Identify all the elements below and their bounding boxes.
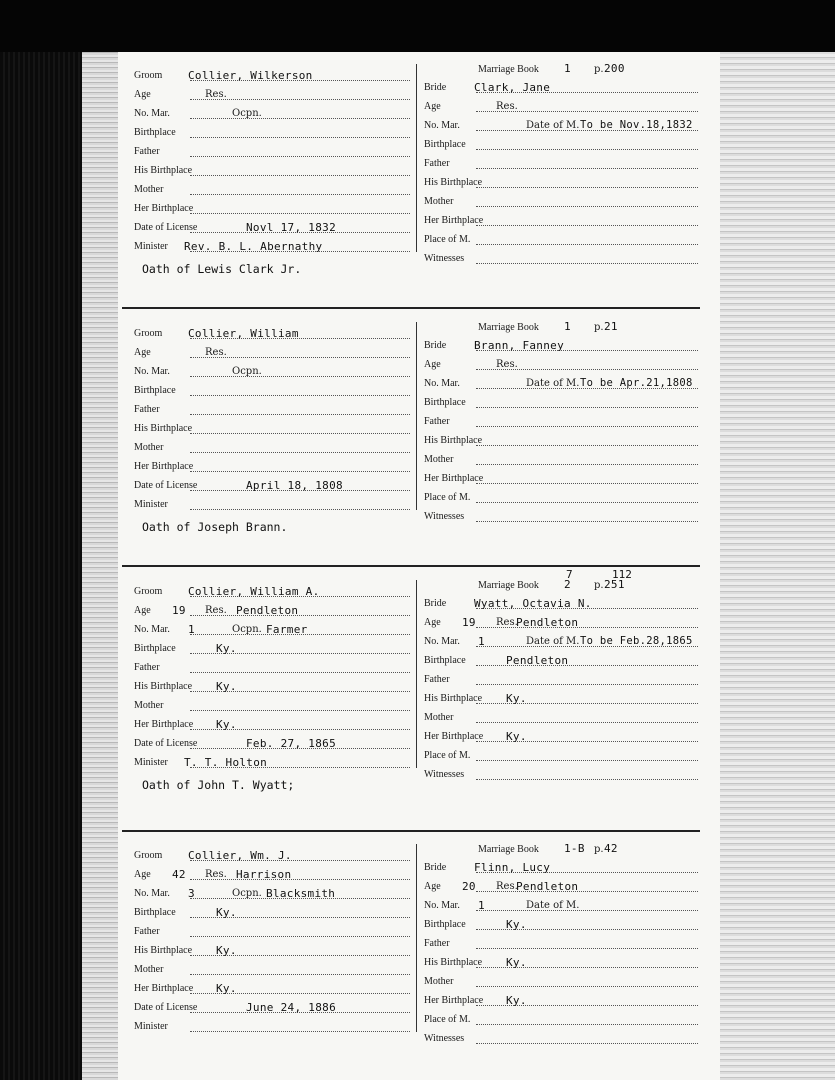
marriage-book-header bbox=[478, 322, 539, 334]
record-separator bbox=[122, 565, 700, 567]
page-number: 200 bbox=[604, 62, 625, 75]
field-label: Age bbox=[424, 881, 441, 892]
field-label: Father bbox=[134, 662, 160, 673]
field-label: Witnesses bbox=[424, 769, 465, 780]
field-value: Collier, Wm. J. bbox=[188, 849, 292, 862]
field-value: Collier, William bbox=[188, 327, 299, 340]
field-label: Date of M. bbox=[526, 378, 580, 389]
field-value: To be Feb.28,1865 bbox=[580, 635, 693, 647]
field-label: Birthplace bbox=[134, 643, 176, 654]
field-label: Date of M. bbox=[526, 120, 580, 131]
column-divider bbox=[416, 64, 417, 252]
field-label: Father bbox=[424, 416, 450, 427]
dotted-leader bbox=[190, 710, 410, 711]
dotted-leader bbox=[190, 471, 410, 472]
field-label: Date of License bbox=[134, 480, 198, 491]
bride-row-bride bbox=[424, 598, 446, 610]
field-label: Date of License bbox=[134, 738, 198, 749]
dotted-leader bbox=[190, 433, 410, 434]
field-label: Place of M. bbox=[424, 234, 471, 245]
scan-right-edge bbox=[720, 52, 835, 1080]
field-label: Her Birthplace bbox=[134, 983, 194, 994]
bride-row-mother bbox=[424, 454, 453, 466]
groom-row-birthplace bbox=[134, 643, 176, 655]
dotted-leader bbox=[476, 426, 698, 427]
field-label: Mother bbox=[134, 184, 164, 195]
bride-row-his-birthplace bbox=[424, 957, 482, 969]
groom-row-father bbox=[134, 926, 160, 938]
bride-row-her-birthplace bbox=[424, 995, 483, 1007]
field-label: Birthplace bbox=[424, 919, 466, 930]
bride-row-age bbox=[424, 881, 441, 893]
field-value: Ky. bbox=[506, 730, 527, 743]
field-label: Res. bbox=[496, 359, 518, 370]
field-label: Place of M. bbox=[424, 750, 471, 761]
field-label: Age bbox=[424, 101, 441, 112]
groom-row-minister bbox=[134, 757, 168, 769]
groom-row-date-of-license bbox=[134, 222, 197, 234]
dotted-leader bbox=[476, 1043, 698, 1044]
bride-row-no-mar bbox=[424, 120, 460, 132]
bride-row-father bbox=[424, 938, 450, 950]
record-separator bbox=[122, 830, 700, 832]
record-separator bbox=[122, 307, 700, 309]
groom-row-her-birthplace bbox=[134, 719, 193, 731]
groom-row-birthplace bbox=[134, 385, 176, 397]
dotted-leader bbox=[476, 206, 698, 207]
field-label: Her Birthplace bbox=[424, 731, 484, 742]
page-number: 42 bbox=[604, 842, 618, 855]
marriage-book-label: Marriage Book bbox=[478, 580, 539, 591]
scan-left-edge bbox=[82, 52, 118, 1080]
field-label: Groom bbox=[134, 586, 163, 597]
column-divider bbox=[416, 580, 417, 768]
field-value: Pendleton bbox=[236, 604, 299, 617]
dotted-leader bbox=[476, 779, 698, 780]
field-label: Minister bbox=[134, 1021, 168, 1032]
field-label: Mother bbox=[134, 442, 164, 453]
dotted-leader bbox=[190, 395, 410, 396]
groom-row-date-of-license bbox=[134, 738, 197, 750]
field-label: Father bbox=[134, 926, 160, 937]
marriage-book-number: 1 bbox=[564, 62, 571, 75]
groom-row-no-mar bbox=[134, 108, 170, 120]
field-value: Farmer bbox=[266, 623, 308, 636]
field-label: Ocpn. bbox=[232, 624, 262, 635]
field-label: Birthplace bbox=[424, 139, 466, 150]
marriage-book-label: Marriage Book bbox=[478, 844, 539, 855]
oath-note: Oath of Lewis Clark Jr. bbox=[142, 262, 302, 276]
groom-row-minister bbox=[134, 241, 168, 253]
marriage-book-number: 1-B bbox=[564, 842, 585, 855]
field-label: His Birthplace bbox=[424, 177, 483, 188]
page-label: p. bbox=[594, 844, 604, 855]
dotted-leader bbox=[190, 936, 410, 937]
field-label: Groom bbox=[134, 70, 163, 81]
field-label: Mother bbox=[424, 196, 454, 207]
field-label: Witnesses bbox=[424, 253, 465, 264]
field-label: No. Mar. bbox=[424, 378, 460, 389]
bride-row-no-mar bbox=[424, 378, 460, 390]
dotted-leader bbox=[190, 974, 410, 975]
bride-row-birthplace bbox=[424, 919, 466, 931]
field-label: Res. bbox=[496, 617, 518, 628]
field-label: Mother bbox=[424, 454, 454, 465]
oath-note: Oath of Joseph Brann. bbox=[142, 520, 288, 534]
field-label: Birthplace bbox=[134, 385, 176, 396]
field-label: No. Mar. bbox=[424, 900, 460, 911]
field-value: 1 bbox=[478, 635, 485, 648]
groom-row-date-of-license bbox=[134, 1002, 197, 1014]
dotted-leader bbox=[476, 760, 698, 761]
field-value: Ky. bbox=[506, 692, 527, 705]
book-prefix: 7 bbox=[566, 568, 573, 581]
dotted-leader bbox=[476, 244, 698, 245]
field-label: Res. bbox=[205, 347, 227, 358]
bride-row-bride bbox=[424, 862, 446, 874]
groom-row-groom bbox=[134, 586, 162, 598]
field-label: Her Birthplace bbox=[134, 719, 194, 730]
field-value: Rev. B. L. Abernathy bbox=[184, 240, 323, 253]
dotted-leader bbox=[476, 502, 698, 503]
dotted-leader bbox=[476, 187, 698, 188]
groom-row-father bbox=[134, 662, 160, 674]
field-label: Ocpn. bbox=[232, 108, 262, 119]
dotted-leader bbox=[476, 722, 698, 723]
bride-row-witnesses bbox=[424, 253, 464, 265]
groom-row-his-birthplace bbox=[134, 681, 192, 693]
field-label: His Birthplace bbox=[134, 165, 193, 176]
groom-row-father bbox=[134, 146, 160, 158]
bride-row-witnesses bbox=[424, 511, 464, 523]
field-label: Birthplace bbox=[424, 655, 466, 666]
bride-row-no-mar bbox=[424, 636, 460, 648]
field-label: His Birthplace bbox=[424, 435, 483, 446]
bride-row-mother bbox=[424, 196, 453, 208]
marriage-book-header bbox=[478, 844, 539, 856]
bride-row-place-of-m bbox=[424, 234, 470, 246]
field-label: Minister bbox=[134, 499, 168, 510]
field-label: Bride bbox=[424, 340, 447, 351]
groom-row-his-birthplace bbox=[134, 945, 192, 957]
field-label: Date of License bbox=[134, 222, 198, 233]
field-label: Mother bbox=[424, 976, 454, 987]
field-label: No. Mar. bbox=[424, 120, 460, 131]
field-label: Age bbox=[134, 869, 151, 880]
groom-row-her-birthplace bbox=[134, 203, 193, 215]
dotted-leader bbox=[476, 986, 698, 987]
field-value: Flinn, Lucy bbox=[474, 861, 551, 874]
bride-row-age bbox=[424, 359, 441, 371]
dotted-leader bbox=[476, 910, 698, 911]
field-value: Ky. bbox=[216, 680, 237, 693]
field-label: Age bbox=[424, 617, 441, 628]
field-label: Date of M. bbox=[526, 900, 580, 911]
bride-row-age bbox=[424, 101, 441, 113]
groom-row-her-birthplace bbox=[134, 983, 193, 995]
groom-row-minister bbox=[134, 499, 168, 511]
dotted-leader bbox=[190, 414, 410, 415]
field-label: Age bbox=[134, 347, 151, 358]
bride-row-bride bbox=[424, 340, 446, 352]
field-label: No. Mar. bbox=[134, 108, 170, 119]
groom-row-date-of-license bbox=[134, 480, 197, 492]
field-value: Pendleton bbox=[506, 654, 569, 667]
dotted-leader bbox=[190, 452, 410, 453]
bride-row-his-birthplace bbox=[424, 177, 482, 189]
dotted-leader bbox=[476, 684, 698, 685]
field-value: Feb. 27, 1865 bbox=[246, 737, 336, 750]
bride-row-birthplace bbox=[424, 655, 466, 667]
dotted-leader bbox=[476, 168, 698, 169]
page-label: p. bbox=[594, 580, 604, 591]
groom-row-father bbox=[134, 404, 160, 416]
groom-row-mother bbox=[134, 964, 163, 976]
field-label: Place of M. bbox=[424, 1014, 471, 1025]
field-value: To be Apr.21,1808 bbox=[580, 377, 693, 389]
field-label: Res. bbox=[496, 101, 518, 112]
field-label: Groom bbox=[134, 328, 163, 339]
field-label: Ocpn. bbox=[232, 366, 262, 377]
field-label: Father bbox=[424, 938, 450, 949]
bride-row-witnesses bbox=[424, 1033, 464, 1045]
scan-left-border bbox=[0, 52, 82, 1080]
field-value: Collier, William A. bbox=[188, 585, 320, 598]
column-divider bbox=[416, 844, 417, 1032]
groom-row-age bbox=[134, 869, 151, 881]
bride-row-age bbox=[424, 617, 441, 629]
field-label: Witnesses bbox=[424, 511, 465, 522]
bride-row-place-of-m bbox=[424, 750, 470, 762]
dotted-leader bbox=[476, 483, 698, 484]
field-value: 19 bbox=[172, 604, 186, 617]
bride-row-birthplace bbox=[424, 139, 466, 151]
groom-row-mother bbox=[134, 442, 163, 454]
dotted-leader bbox=[476, 263, 698, 264]
field-label: Res. bbox=[205, 605, 227, 616]
field-label: Witnesses bbox=[424, 1033, 465, 1044]
groom-row-no-mar bbox=[134, 888, 170, 900]
bride-row-father bbox=[424, 674, 450, 686]
dotted-leader bbox=[190, 509, 410, 510]
bride-row-witnesses bbox=[424, 769, 464, 781]
field-label: Minister bbox=[134, 241, 168, 252]
field-value: 20 bbox=[462, 880, 476, 893]
field-label: No. Mar. bbox=[424, 636, 460, 647]
field-label: Bride bbox=[424, 598, 447, 609]
field-label: Res. bbox=[205, 869, 227, 880]
field-label: Age bbox=[134, 89, 151, 100]
bride-row-birthplace bbox=[424, 397, 466, 409]
bride-row-his-birthplace bbox=[424, 435, 482, 447]
marriage-book-header bbox=[478, 580, 539, 592]
dotted-leader bbox=[190, 1031, 410, 1032]
groom-row-minister bbox=[134, 1021, 168, 1033]
groom-row-his-birthplace bbox=[134, 423, 192, 435]
field-label: Father bbox=[134, 146, 160, 157]
field-label: Her Birthplace bbox=[424, 995, 484, 1006]
bride-row-bride bbox=[424, 82, 446, 94]
dotted-leader bbox=[190, 156, 410, 157]
field-value: Pendleton bbox=[516, 880, 579, 893]
marriage-book-header bbox=[478, 64, 539, 76]
field-value: Ky. bbox=[506, 956, 527, 969]
bride-row-no-mar bbox=[424, 900, 460, 912]
groom-row-birthplace bbox=[134, 127, 176, 139]
field-label: Mother bbox=[134, 700, 164, 711]
field-value: Ky. bbox=[216, 982, 237, 995]
field-label: Ocpn. bbox=[232, 888, 262, 899]
marriage-book-number: 2 bbox=[564, 578, 571, 591]
field-label: Birthplace bbox=[134, 127, 176, 138]
field-label: No. Mar. bbox=[134, 366, 170, 377]
field-value: Ky. bbox=[216, 944, 237, 957]
dotted-leader bbox=[190, 137, 410, 138]
page-number: 251 bbox=[604, 578, 625, 591]
field-value: Clark, Jane bbox=[474, 81, 551, 94]
groom-row-groom bbox=[134, 328, 162, 340]
field-label: No. Mar. bbox=[134, 888, 170, 899]
field-value: 1 bbox=[478, 899, 485, 912]
field-value: Wyatt, Octavia N. bbox=[474, 597, 592, 610]
groom-row-groom bbox=[134, 850, 162, 862]
field-label: His Birthplace bbox=[134, 423, 193, 434]
field-label: Res. bbox=[205, 89, 227, 100]
field-value: 42 bbox=[172, 868, 186, 881]
bride-row-father bbox=[424, 158, 450, 170]
field-label: Place of M. bbox=[424, 492, 471, 503]
bride-row-place-of-m bbox=[424, 492, 470, 504]
field-label: His Birthplace bbox=[424, 693, 483, 704]
field-value: T. T. Holton bbox=[184, 756, 268, 769]
field-label: Father bbox=[134, 404, 160, 415]
field-value: Ky. bbox=[506, 994, 527, 1007]
groom-row-birthplace bbox=[134, 907, 176, 919]
bride-row-her-birthplace bbox=[424, 473, 483, 485]
book-page-prefix: 112 bbox=[612, 568, 632, 581]
field-value: Brann, Fanney bbox=[474, 339, 564, 352]
field-label: Father bbox=[424, 158, 450, 169]
field-label: His Birthplace bbox=[424, 957, 483, 968]
field-label: Age bbox=[134, 605, 151, 616]
field-value: April 18, 1808 bbox=[246, 479, 343, 492]
field-label: Her Birthplace bbox=[424, 215, 484, 226]
field-value: Ky. bbox=[506, 918, 527, 931]
field-label: Res. bbox=[496, 881, 518, 892]
page-label: p. bbox=[594, 322, 604, 333]
dotted-leader bbox=[476, 149, 698, 150]
field-value: To be Nov.18,1832 bbox=[580, 119, 693, 131]
dotted-leader bbox=[190, 194, 410, 195]
field-value: Harrison bbox=[236, 868, 292, 881]
bride-row-father bbox=[424, 416, 450, 428]
field-value: June 24, 1886 bbox=[246, 1001, 336, 1014]
field-label: No. Mar. bbox=[134, 624, 170, 635]
dotted-leader bbox=[476, 445, 698, 446]
field-label: Date of License bbox=[134, 1002, 198, 1013]
field-value: 19 bbox=[462, 616, 476, 629]
page-label: p. bbox=[594, 64, 604, 75]
dotted-leader bbox=[476, 407, 698, 408]
bride-row-mother bbox=[424, 712, 453, 724]
groom-row-mother bbox=[134, 700, 163, 712]
groom-row-her-birthplace bbox=[134, 461, 193, 473]
marriage-book-number: 1 bbox=[564, 320, 571, 333]
field-label: Groom bbox=[134, 850, 163, 861]
oath-note: Oath of John T. Wyatt; bbox=[142, 778, 295, 792]
field-label: Minister bbox=[134, 757, 168, 768]
dotted-leader bbox=[190, 213, 410, 214]
groom-row-his-birthplace bbox=[134, 165, 192, 177]
scan-top-border bbox=[0, 0, 835, 52]
field-value: Ky. bbox=[216, 906, 237, 919]
field-value: Novl 17, 1832 bbox=[246, 221, 336, 234]
field-value: 3 bbox=[188, 887, 195, 900]
dotted-leader bbox=[476, 1024, 698, 1025]
field-label: Her Birthplace bbox=[134, 461, 194, 472]
field-label: Father bbox=[424, 674, 450, 685]
dotted-leader bbox=[190, 118, 410, 119]
groom-row-no-mar bbox=[134, 624, 170, 636]
bride-row-place-of-m bbox=[424, 1014, 470, 1026]
column-divider bbox=[416, 322, 417, 510]
groom-row-age bbox=[134, 89, 151, 101]
field-label: His Birthplace bbox=[134, 681, 193, 692]
bride-row-her-birthplace bbox=[424, 215, 483, 227]
field-value: Ky. bbox=[216, 642, 237, 655]
field-value: Pendleton bbox=[516, 616, 579, 629]
groom-row-groom bbox=[134, 70, 162, 82]
field-value: Collier, Wilkerson bbox=[188, 69, 313, 82]
field-label: Mother bbox=[134, 964, 164, 975]
bride-row-her-birthplace bbox=[424, 731, 483, 743]
marriage-book-label: Marriage Book bbox=[478, 322, 539, 333]
field-label: Bride bbox=[424, 82, 447, 93]
dotted-leader bbox=[190, 175, 410, 176]
dotted-leader bbox=[476, 225, 698, 226]
dotted-leader bbox=[476, 521, 698, 522]
dotted-leader bbox=[190, 672, 410, 673]
field-label: Her Birthplace bbox=[424, 473, 484, 484]
field-label: His Birthplace bbox=[134, 945, 193, 956]
field-label: Mother bbox=[424, 712, 454, 723]
groom-row-age bbox=[134, 347, 151, 359]
page-number: 21 bbox=[604, 320, 618, 333]
field-label: Birthplace bbox=[134, 907, 176, 918]
field-label: Birthplace bbox=[424, 397, 466, 408]
dotted-leader bbox=[190, 376, 410, 377]
bride-row-his-birthplace bbox=[424, 693, 482, 705]
groom-row-mother bbox=[134, 184, 163, 196]
groom-row-age bbox=[134, 605, 151, 617]
dotted-leader bbox=[476, 464, 698, 465]
dotted-leader bbox=[476, 948, 698, 949]
groom-row-no-mar bbox=[134, 366, 170, 378]
field-value: Ky. bbox=[216, 718, 237, 731]
field-value: 1 bbox=[188, 623, 195, 636]
field-label: Date of M. bbox=[526, 636, 580, 647]
field-label: Bride bbox=[424, 862, 447, 873]
field-label: Age bbox=[424, 359, 441, 370]
field-label: Her Birthplace bbox=[134, 203, 194, 214]
field-value: Blacksmith bbox=[266, 887, 336, 900]
bride-row-mother bbox=[424, 976, 453, 988]
marriage-book-label: Marriage Book bbox=[478, 64, 539, 75]
